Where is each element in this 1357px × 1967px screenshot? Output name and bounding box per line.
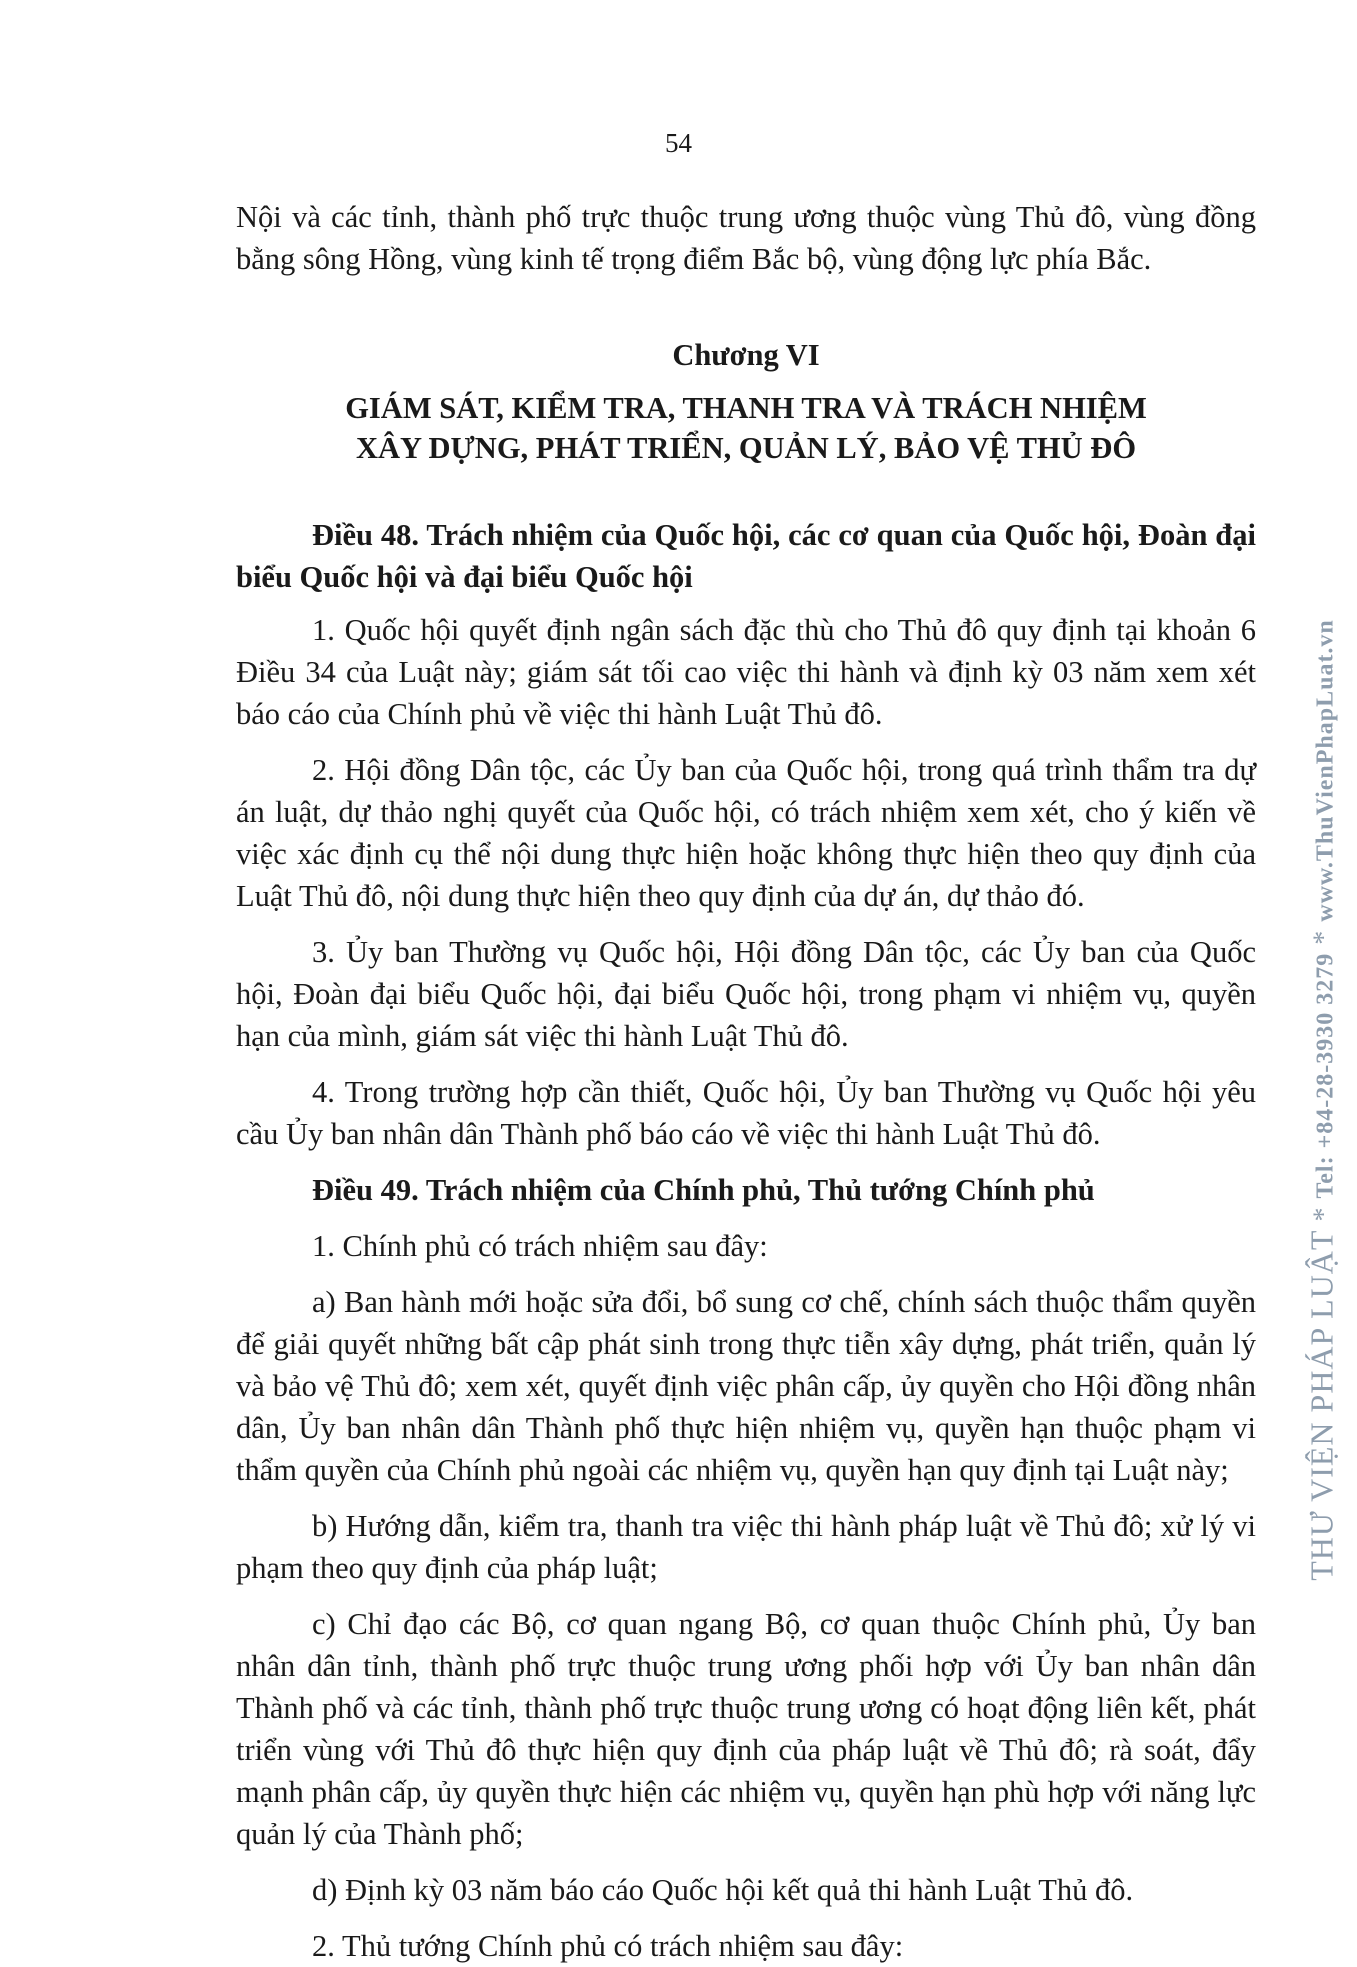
article-49-title: Điều 49. Trách nhiệm của Chính phủ, Thủ tướng Chính phủ [312, 1173, 1095, 1207]
watermark-text [1304, 619, 1341, 1581]
watermark-separator-2: * [1308, 929, 1340, 945]
document-body [236, 196, 1256, 1967]
page-number: 54 [665, 128, 692, 158]
article-49-clause-2: 2. Thủ tướng Chính phủ có trách nhiệm sau đây: [312, 1929, 904, 1963]
chapter-label: Chương VI [672, 338, 820, 372]
article-48-clause-2: 2. Hội đồng Dân tộc, các Ủy ban của Quốc hội, trong quá trình thẩm tra dự án luật, dự thảo nghị quyết của Quốc hội, có trách nhiệm xem xét, cho ý kiến về việc xác định cụ thể nội dung thực hiện hoặc không thực hiện theo quy định của Luật Thủ đô, nội dung thực hiện theo quy định của dự án, dự thảo đó. [236, 753, 1256, 913]
chapter-title-line-1: GIÁM SÁT, KIỂM TRA, THANH TRA VÀ TRÁCH NHIỆM [345, 391, 1147, 425]
intro-paragraph: Nội và các tỉnh, thành phố trực thuộc trung ương thuộc vùng Thủ đô, vùng đồng bằng sông Hồng, vùng kinh tế trọng điểm Bắc bộ, vùng động lực phía Bắc. [236, 200, 1256, 276]
article-48-title: Điều 48. Trách nhiệm của Quốc hội, các cơ quan của Quốc hội, Đoàn đại biểu Quốc hội và đại biểu Quốc hội [236, 518, 1256, 594]
watermark-brand: THƯ VIỆN PHÁP LUẬT [1303, 1229, 1340, 1581]
chapter-title [236, 388, 1256, 468]
watermark-website: www.ThuVienPhapLuat.vn [1312, 619, 1339, 922]
article-48-clause-1: 1. Quốc hội quyết định ngân sách đặc thù cho Thủ đô quy định tại khoản 6 Điều 34 của Luật này; giám sát tối cao việc thi hành và định kỳ 03 năm xem xét báo cáo của Chính phủ về việc thi hành Luật Thủ đô. [236, 613, 1256, 731]
article-49-clause-1: 1. Chính phủ có trách nhiệm sau đây: [312, 1229, 768, 1263]
article-49-point-b: b) Hướng dẫn, kiểm tra, thanh tra việc thi hành pháp luật về Thủ đô; xử lý vi phạm theo quy định của pháp luật; [236, 1509, 1256, 1585]
chapter-title-line-2: XÂY DỰNG, PHÁT TRIỂN, QUẢN LÝ, BẢO VỆ THỦ ĐÔ [355, 431, 1137, 465]
article-49-point-d: d) Định kỳ 03 năm báo cáo Quốc hội kết quả thi hành Luật Thủ đô. [312, 1873, 1134, 1907]
watermark-separator-1: * [1308, 1206, 1340, 1222]
article-48-clause-4: 4. Trong trường hợp cần thiết, Quốc hội, Ủy ban Thường vụ Quốc hội yêu cầu Ủy ban nhân dân Thành phố báo cáo về việc thi hành Luật Thủ đô. [236, 1075, 1256, 1151]
watermark-tel: Tel: +84-28-3930 3279 [1312, 952, 1339, 1199]
article-49-point-a: a) Ban hành mới hoặc sửa đổi, bổ sung cơ chế, chính sách thuộc thẩm quyền để giải quyết những bất cập phát sinh trong thực tiễn xây dựng, phát triển, quản lý và bảo vệ Thủ đô; xem xét, quyết định việc phân cấp, ủy quyền cho Hội đồng nhân dân, Ủy ban nhân dân Thành phố thực hiện nhiệm vụ, quyền hạn thuộc phạm vi thẩm quyền của Chính phủ ngoài các nhiệm vụ, quyền hạn quy định tại Luật này; [236, 1285, 1256, 1487]
article-49-point-c: c) Chỉ đạo các Bộ, cơ quan ngang Bộ, cơ quan thuộc Chính phủ, Ủy ban nhân dân tỉnh, thành phố trực thuộc trung ương phối hợp với Ủy ban nhân dân Thành phố và các tỉnh, thành phố trực thuộc trung ương có hoạt động liên kết, phát triển vùng với Thủ đô thực hiện quy định của pháp luật về Thủ đô; rà soát, đẩy mạnh phân cấp, ủy quyền thực hiện các nhiệm vụ, quyền hạn phù hợp với năng lực quản lý của Thành phố; [236, 1607, 1256, 1851]
article-48-clause-3: 3. Ủy ban Thường vụ Quốc hội, Hội đồng Dân tộc, các Ủy ban của Quốc hội, Đoàn đại biểu Quốc hội, đại biểu Quốc hội, trong phạm vi nhiệm vụ, quyền hạn của mình, giám sát việc thi hành Luật Thủ đô. [236, 935, 1256, 1053]
